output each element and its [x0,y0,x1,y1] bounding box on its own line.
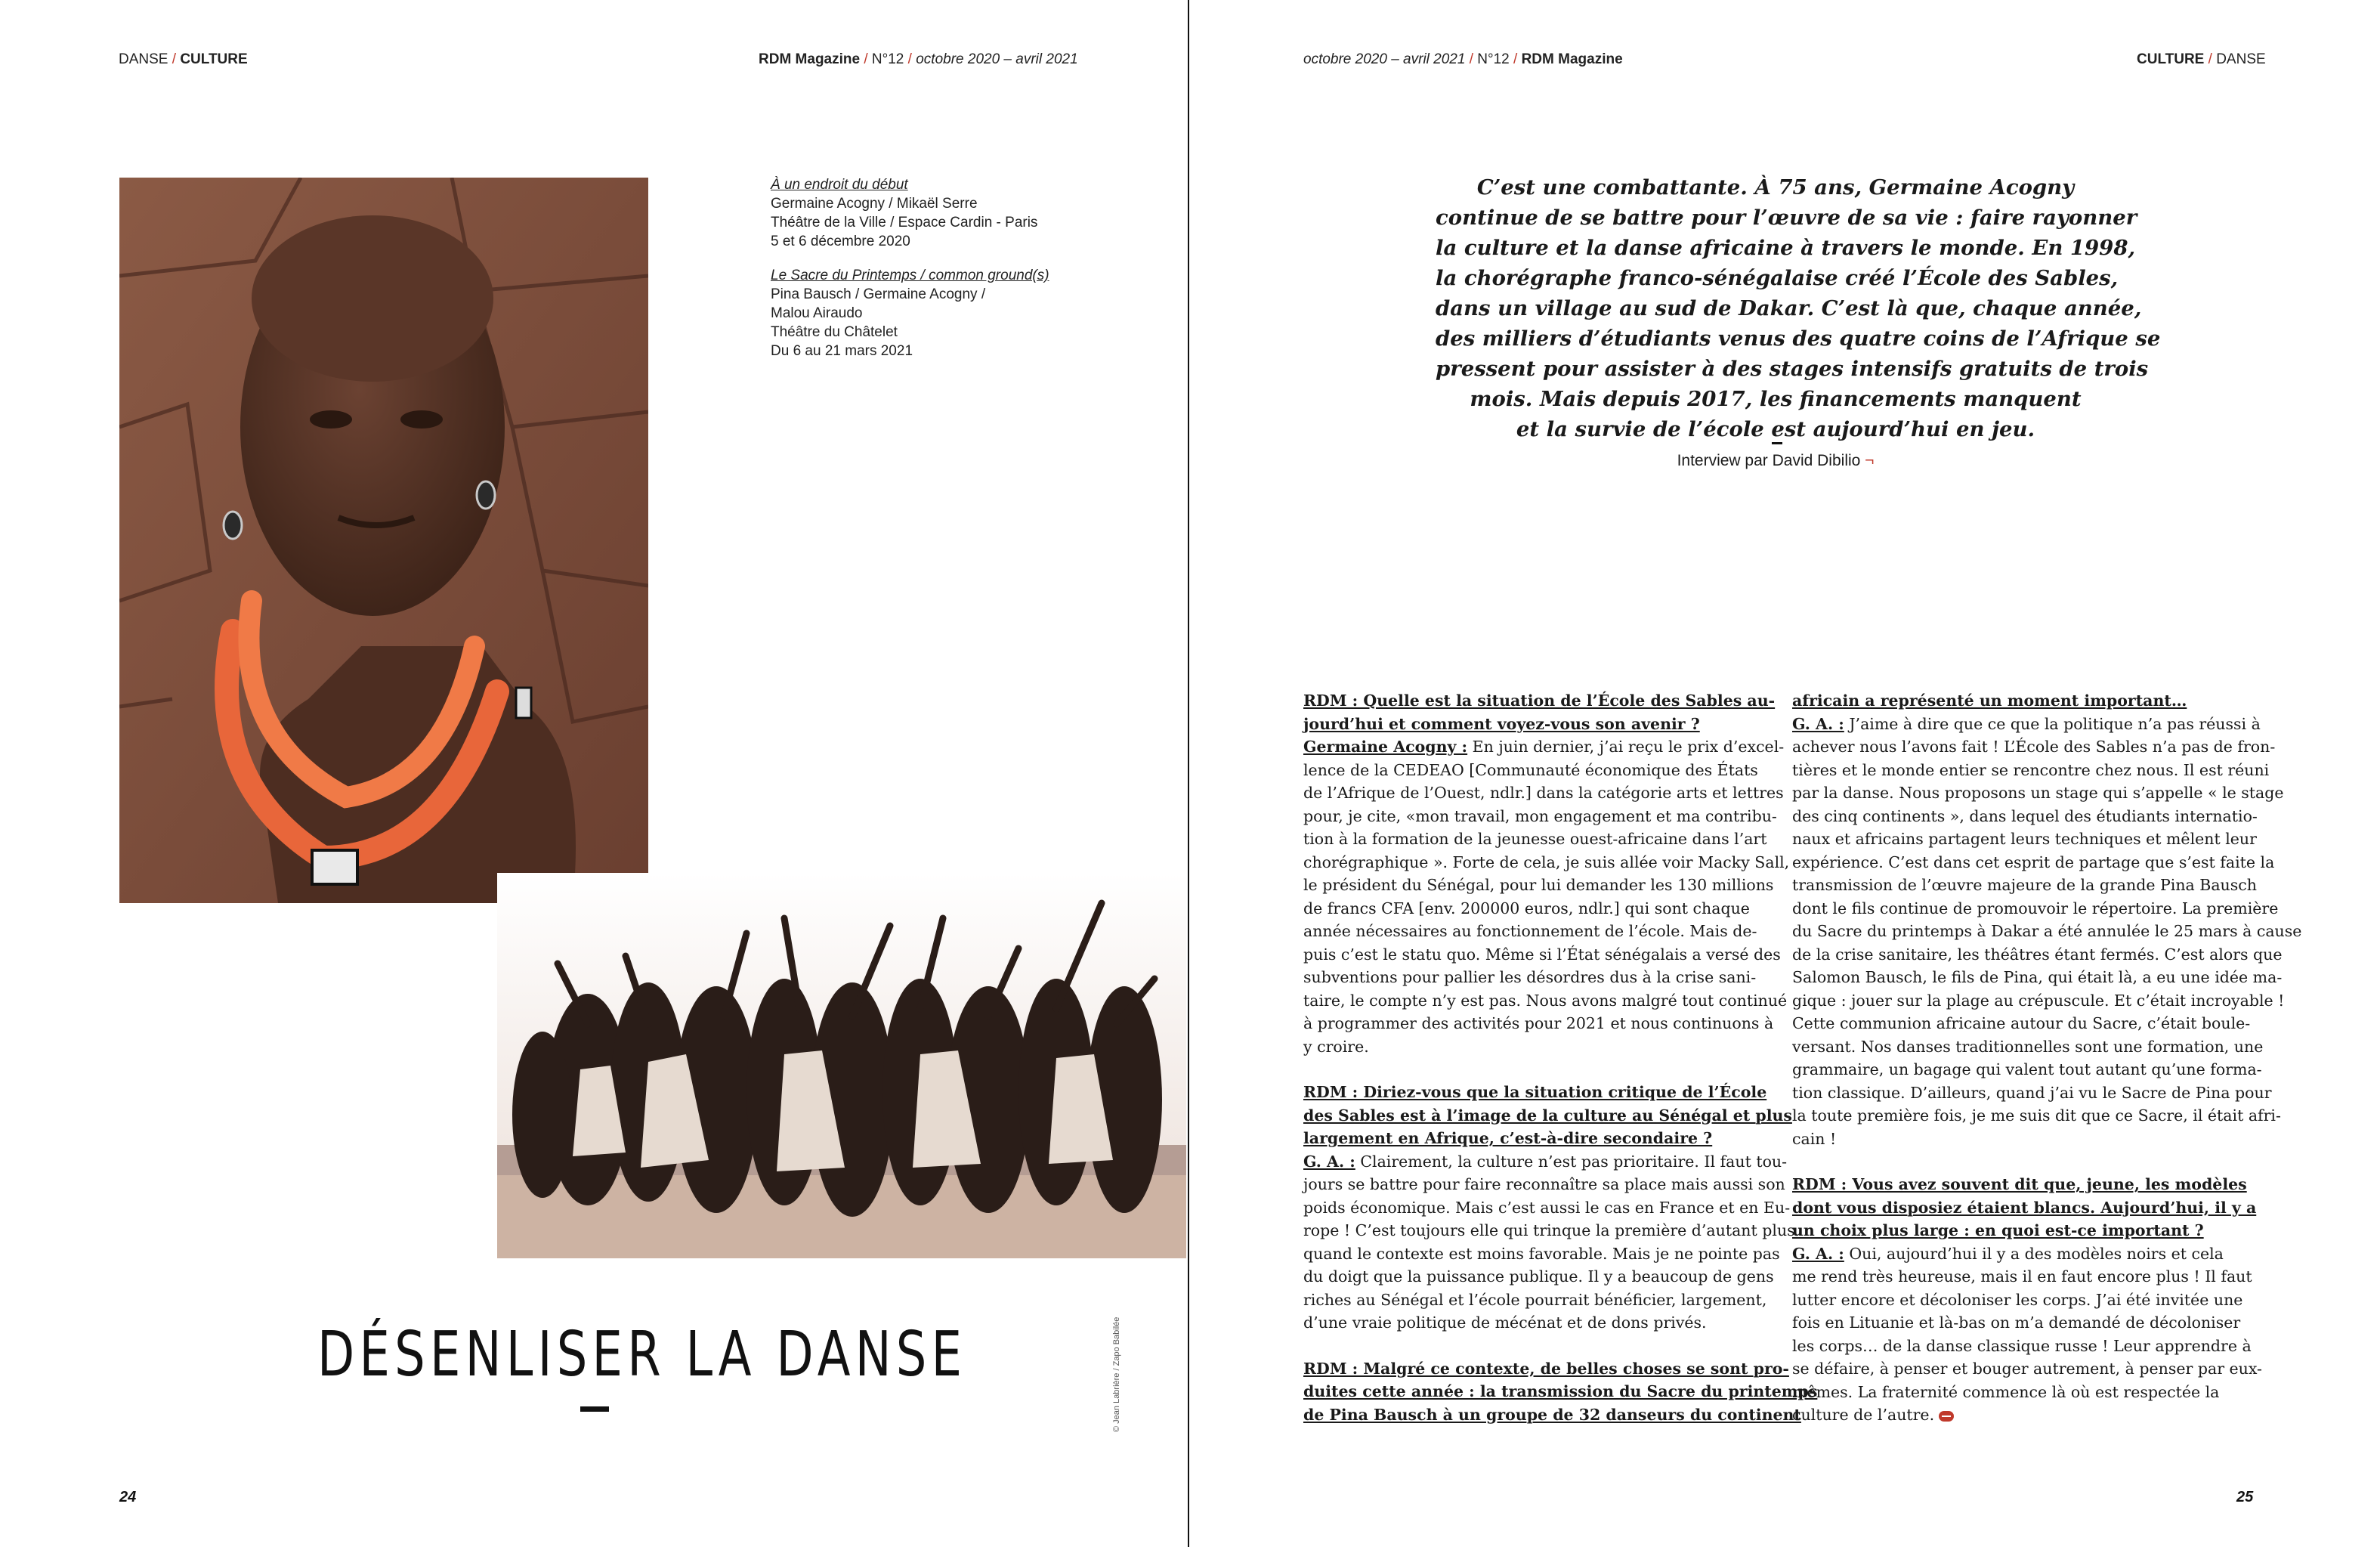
answer-line: se défaire, à penser et bouger autrement, à penser par eux- [1792,1360,2262,1378]
question-line: africain a représenté un moment important… [1792,692,2187,710]
answer-line: y croire. [1303,1037,1369,1056]
chapo-line: dans un village au sud de Dakar. C’est là que, chaque année, [1436,296,2142,320]
answer-line: fois en Lituanie et là-bas on m’a demandé de décoloniser [1792,1313,2241,1332]
question-line: dont vous disposiez étaient blancs. Aujourd’hui, il y a [1792,1198,2257,1217]
answer-line: les corps… de la danse classique russe ! Leur apprendre à [1792,1336,2252,1355]
answer-line: dont le fils continue de promouvoir le répertoire. La première [1792,899,2279,917]
answer-line: tion classique. D’ailleurs, quand j’ai vu le Sacre de Pina pour [1792,1083,2272,1102]
question-line: RDM : Quelle est la situation de l’École des Sables au- [1303,692,1776,710]
answer-line: riches au Sénégal et l’école pourrait bénéficier, largement, [1303,1290,1767,1309]
answer-line: lutter encore et décoloniser les corps. J’ai été invitée une [1792,1290,2243,1309]
chapo-line: des milliers d’étudiants venus des quatre coins de l’Afrique se [1436,326,2161,351]
question-line: RDM : Malgré ce contexte, de belles choses se sont pro- [1303,1359,1789,1378]
article-title: DÉSENLISER LA DANSE [317,1319,967,1391]
answer-line: versant. Nos danses traditionnelles sont une formation, une [1792,1037,2264,1056]
left-runhead-section: DANSE / CULTURE [119,51,248,67]
answer-line: cain ! [1792,1129,1837,1148]
answer-line: quand le contexte est moins favorable. Mais je ne pointe pas [1303,1244,1780,1263]
answer-line: tion à la formation de la jeunesse ouest-africaine dans l’art [1303,830,1767,848]
answer-line: chorégraphique ». Forte de cela, je suis allée voir Macky Sall, [1303,852,1790,871]
answer-line: du Sacre du printemps à Dakar a été annulée le 25 mars à cause [1792,922,2302,940]
answer-line: transmission de l’œuvre majeure de la grande Pina Bausch [1792,876,2257,894]
answer-line: de francs CFA [env. 200000 euros, ndlr.] qui sont chaque [1303,899,1750,917]
question [1792,1173,2257,1242]
event-info-block [771,175,1088,251]
answer-line: me rend très heureuse, mais il en faut encore plus ! Il faut [1792,1267,2252,1286]
answer-line: jours se battre pour faire reconnaître sa place mais aussi son [1303,1175,1785,1193]
speaker-label: G. A. : [1792,714,1844,733]
answer-line: année nécessaires au fonctionnement de l’école. Mais de- [1303,922,1757,940]
answer [1792,713,2302,1151]
event-line: Théâtre de la Ville / Espace Cardin - Paris [771,215,1038,231]
byline [1436,452,2116,470]
answer-line: de la crise sanitaire, les théâtres étant fermés. C’est alors que [1792,945,2283,964]
answer-line: de l’Afrique de l’Ouest, ndlr.] dans la catégorie arts et lettres [1303,784,1784,802]
question [1303,1357,1818,1427]
question-line: de Pina Bausch à un groupe de 32 danseurs du continent [1303,1405,1801,1424]
question-line: largement en Afrique, c’est-à-dire secondaire ? [1303,1129,1713,1147]
speaker-label: G. A. : [1303,1152,1355,1171]
answer-line: subventions pour pallier les désordres dus à la crise sani- [1303,968,1757,986]
portrait-photo [119,178,648,903]
answer-line: J’aime à dire que ce que la politique n’a pas réussi à [1844,714,2261,733]
answer-line: culture de l’autre. [1792,1406,1935,1424]
answer-line: achever nous l’avons fait ! L’École des Sables n’a pas de fron- [1792,738,2276,756]
event-info-block [771,266,1088,360]
event-line: Malou Airaudo [771,305,863,321]
event-line: Germaine Acogny / Mikaël Serre [771,196,978,212]
question-line: duites cette année : la transmission du Sacre du printemps [1303,1382,1818,1400]
answer-line: le président du Sénégal, pour lui demander les 130 millions [1303,876,1774,894]
question [1792,689,2253,713]
chapo [1436,172,2161,444]
event-line: 5 et 6 décembre 2020 [771,234,910,249]
photo-credit: © Jean Labrière / Zapo Babilée [1112,1316,1121,1432]
answer-line: mêmes. La fraternité commence là où est respectée la [1792,1382,2220,1401]
answer-line: puis c’est le statu quo. Même si l’État sénégalais a versé des [1303,945,1781,964]
event-line: Du 6 au 21 mars 2021 [771,343,913,359]
answer-line: à programmer des activités pour 2021 et nous continuons à [1303,1014,1774,1032]
answer-line: par la danse. Nous proposons un stage qui s’appelle « le stage [1792,784,2284,802]
byline-mark: ¬ [1865,452,1875,469]
answer-line: taire, le compte n’y est pas. Nous avons malgré tout continué [1303,991,1788,1010]
page-number-left: 24 [119,1489,137,1505]
interview-column-1 [1303,689,1818,1426]
answer-line: Cette communion africaine autour du Sacre, c’était boule- [1792,1014,2251,1032]
question-line: un choix plus large : en quoi est-ce important ? [1792,1221,2204,1239]
answer-line: naux et africains partagent leurs techniques et mêlent leur [1792,830,2257,848]
question-line: RDM : Diriez-vous que la situation critique de l’École [1303,1083,1767,1101]
dancers-photo [497,873,1186,1258]
speaker-label: Germaine Acogny : [1303,738,1468,756]
answer-line: grammaire, un bagage qui valent tout autant qu’une forma- [1792,1060,2262,1078]
answer-line: En juin dernier, j’ai reçu le prix d’excel- [1467,738,1785,756]
chapo-line: et la survie de l’école est aujourd’hui en jeu. [1516,417,2035,441]
left-runhead-magazine: RDM Magazine / N°12 / octobre 2020 – avril 2021 [759,51,1078,67]
chapo-dash [1772,442,1782,444]
answer-line: tières et le monde entier se rencontre chez nous. Il est réuni [1792,760,2270,779]
chapo-line: C’est une combattante. À 75 ans, Germaine Acogny [1476,175,2075,200]
answer-line: Salomon Bausch, le fils de Pina, qui était là, a eu une idée ma- [1792,968,2283,986]
end-of-article-icon [1939,1411,1954,1422]
answer-line: gique : jouer sur la plage au crépuscule. Et c’était incroyable ! [1792,991,2285,1010]
answer-line: pour, je cite, «mon travail, mon engagement et ma contribu- [1303,806,1777,825]
page-number-right: 25 [2236,1489,2254,1505]
question-line: jourd’hui et comment voyez-vous son avenir ? [1303,714,1700,733]
question-line: RDM : Vous avez souvent dit que, jeune, les modèles [1792,1175,2247,1193]
question-line: des Sables est à l’image de la culture au Sénégal et plus [1303,1106,1792,1125]
answer-line: rope ! C’est toujours elle qui trinque la première d’autant plus [1303,1221,1795,1239]
title-dash [580,1406,609,1412]
page-spine [1188,0,1189,1547]
answer-line: lence de la CEDEAO [Communauté économique des États [1303,760,1758,779]
answer [1303,735,1790,1058]
speaker-label: G. A. : [1792,1244,1844,1263]
answer-line: Clairement, la culture n’est pas prioritaire. Il faut tou- [1355,1152,1788,1171]
event-title: Le Sacre du Printemps / common ground(s) [771,268,1049,283]
event-info [771,175,1088,376]
chapo-line: mois. Mais depuis 2017, les financements manquent [1470,387,2082,411]
interview-column-2 [1792,689,2302,1450]
answer-line: poids économique. Mais c’est aussi le cas en France et en Eu- [1303,1198,1791,1217]
right-runhead-magazine: octobre 2020 – avril 2021 / N°12 / RDM Magazine [1303,51,1623,67]
question [1303,689,1776,735]
answer-line: Oui, aujourd’hui il y a des modèles noirs et cela [1844,1244,2224,1263]
right-runhead-section: CULTURE / DANSE [2137,51,2266,67]
chapo-line: la chorégraphe franco-sénégalaise créé l’École des Sables, [1436,266,2119,290]
answer [1792,1242,2262,1427]
byline-text: Interview par David Dibilio [1677,452,1861,469]
event-line: Pina Bausch / Germaine Acogny / [771,286,986,302]
chapo-line: la culture et la danse africaine à travers le monde. En 1998, [1436,236,2136,260]
answer-line: du doigt que la puissance publique. Il y a beaucoup de gens [1303,1267,1774,1286]
answer-line: la toute première fois, je me suis dit que ce Sacre, il était afri- [1792,1106,2281,1125]
answer-line: des cinq continents », dans lequel des étudiants internatio- [1792,806,2258,825]
chapo-line: pressent pour assister à des stages intensifs gratuits de trois [1436,357,2149,381]
chapo-line: continue de se battre pour l’œuvre de sa vie : faire rayonner [1436,206,2137,230]
answer-line: d’une vraie politique de mécénat et de dons privés. [1303,1313,1707,1332]
answer [1303,1150,1795,1335]
answer-line: expérience. C’est dans cet esprit de partage que s’est faite la [1792,852,2275,871]
question [1303,1081,1792,1150]
event-title: À un endroit du début [771,177,908,193]
event-line: Théâtre du Châtelet [771,324,898,340]
